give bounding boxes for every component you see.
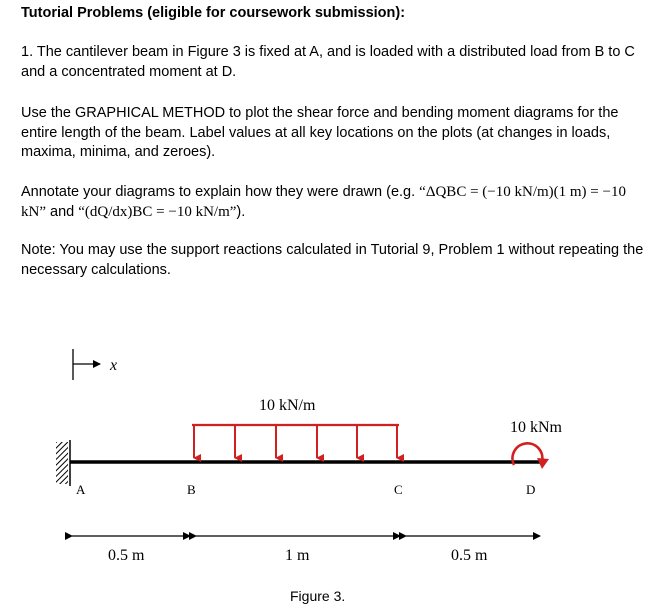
figure-caption: Figure 3. [290,588,346,604]
heading: Tutorial Problems (eligible for coursework submission): [21,5,406,21]
point-label-b: B [187,482,196,497]
annotation-example-1: “ΔQBC = (−10 kN/m)(1 m) = −10 kN” [21,184,626,220]
x-axis-indicator [73,349,117,380]
annotation-example-2: “(dQ/dx)BC = −10 kN/m” [78,203,237,220]
moment-label: 10 kNm [510,419,562,436]
point-label-a: A [76,482,86,497]
annotation-and: and [46,203,79,220]
annotation-end: ). [236,203,246,220]
dimension-lines [72,536,540,564]
note: Note: You may use the support reactions calculated in Tutorial 9, Problem 1 without repeating the necessary calculations. [21,242,644,278]
distributed-load [192,397,399,458]
x-axis-label: x [110,357,118,374]
annotation-intro: Annotate your diagrams to explain how they were drawn (e.g. [21,184,420,200]
problem-instructions: Use the GRAPHICAL METHOD to plot the shear force and bending moment diagrams for the entire length of the beam. Label values at all key locations on the plots (at changes in loads, maxima, minima, and zeroes). [21,105,619,160]
problem-statement: 1. The cantilever beam in Figure 3 is fixed at A, and is loaded with a distributed load from B to C and a concentrated moment at D. [21,44,635,80]
dimension-label-cd: 0.5 m [451,547,488,564]
point-label-c: C [394,482,403,497]
dimension-label-ab: 0.5 m [108,547,145,564]
dimension-label-bc: 1 m [285,547,310,564]
fixed-support-hatching [56,442,68,484]
distributed-load-label: 10 kN/m [259,397,316,414]
point-label-d: D [526,482,536,497]
